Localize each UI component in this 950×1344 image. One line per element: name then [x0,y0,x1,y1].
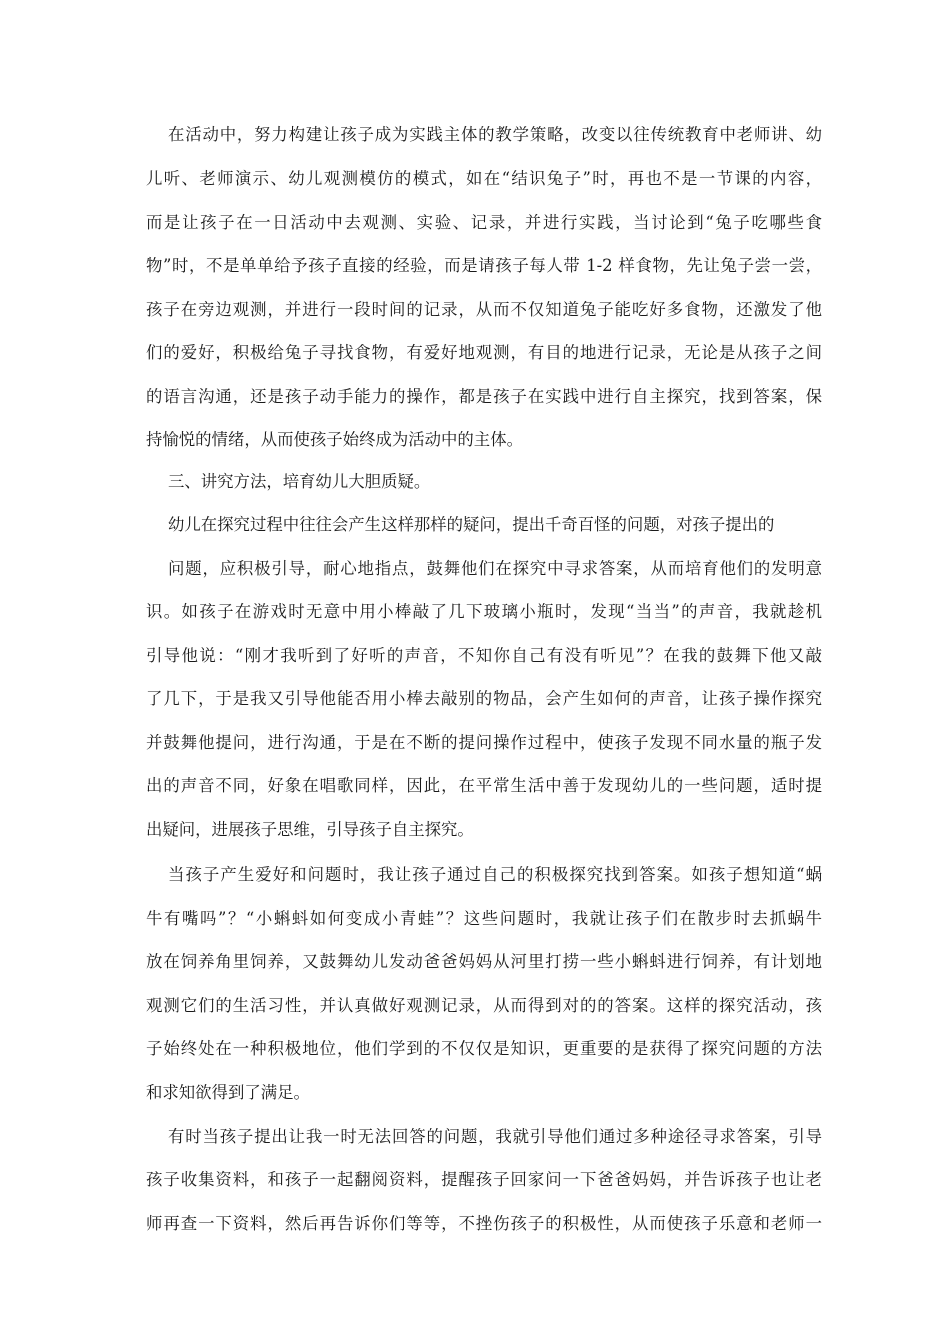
text-line: 牛有嘴吗”？“小蝌蚪如何变成小青蛙”？这些问题时，我就让孩子们在散步时去抓蜗牛 [146,909,822,928]
text-line: 和求知欲得到了满足。 [146,1083,310,1102]
text-line: 子始终处在一种积极地位，他们学到的不仅仅是知识，更重要的是获得了探究问题的方法 [146,1039,822,1058]
text-line: 孩子收集资料，和孩子一起翻阅资料，提醒孩子回家问一下爸爸妈妈，并告诉孩子也让老 [146,1170,822,1189]
text-line: 并鼓舞他提问，进行沟通，于是在不断的提问操作过程中，使孩子发现不同水量的瓶子发 [146,733,822,752]
text-line: 出疑问，进展孩子思维，引导孩子自主探究。 [146,820,474,839]
text-line: 师再查一下资料，然后再告诉你们等等，不挫伤孩子的积极性，从而使孩子乐意和老师一 [146,1214,822,1233]
text-line: 持愉悦的情绪，从而使孩子始终成为活动中的主体。 [146,430,523,449]
text-line: 当孩子产生爱好和问题时，我让孩子通过自己的积极探究找到答案。如孩子想知道“蜗 [168,865,822,884]
text-line: 了几下，于是我又引导他能否用小棒去敲别的物品，会产生如何的声音，让孩子操作探究 [146,689,822,708]
text-line: 在活动中，努力构建让孩子成为实践主体的教学策略，改变以往传统教育中老师讲、幼 [168,125,822,144]
text-line: 问题，应积极引导，耐心地指点，鼓舞他们在探究中寻求答案，从而培育他们的发明意 [168,559,822,578]
text-line: 幼儿在探究过程中往往会产生这样那样的疑问，提出千奇百怪的问题，对孩子提出的 [168,515,775,534]
text-line: 出的声音不同，好象在唱歌同样，因此，在平常生活中善于发现幼儿的一些问题，适时提 [146,776,822,795]
text-line: 孩子在旁边观测，并进行一段时间的记录，从而不仅知道兔子能吃好多食物，还激发了他 [146,300,822,319]
text-line: 而是让孩子在一日活动中去观测、实验、记录，并进行实践，当讨论到“兔子吃哪些食 [146,213,822,232]
text-line: 的语言沟通，还是孩子动手能力的操作，都是孩子在实践中进行自主探究，找到答案，保 [146,387,822,406]
text-line: 们的爱好，积极给兔子寻找食物，有爱好地观测，有目的地进行记录，无论是从孩子之间 [146,343,822,362]
text-line: 引导他说：“刚才我听到了好听的声音，不知你自己有没有听见”？在我的鼓舞下他又敲 [146,646,822,665]
text-line: 观测它们的生活习性，并认真做好观测记录，从而得到对的的答案。这样的探究活动，孩 [146,996,822,1015]
text-line: 物”时，不是单单给予孩子直接的经验，而是请孩子每人带 1-2 样食物，先让兔子尝一尝， [146,256,822,275]
text-line: 有时当孩子提出让我一时无法回答的问题，我就引导他们通过多种途径寻求答案，引导 [168,1127,822,1146]
text-line: 放在饲养角里饲养，又鼓舞幼儿发动爸爸妈妈从河里打捞一些小蝌蚪进行饲养，有计划地 [146,952,822,971]
heading-text: 三、讲究方法，培育幼儿大胆质疑。 [168,472,431,491]
text-line: 儿听、老师演示、幼儿观测模仿的模式，如在“结识兔子”时，再也不是一节课的内容， [146,169,822,188]
text-line: 识。如孩子在游戏时无意中用小棒敲了几下玻璃小瓶时，发现“当当”的声音，我就趁机 [146,602,822,621]
